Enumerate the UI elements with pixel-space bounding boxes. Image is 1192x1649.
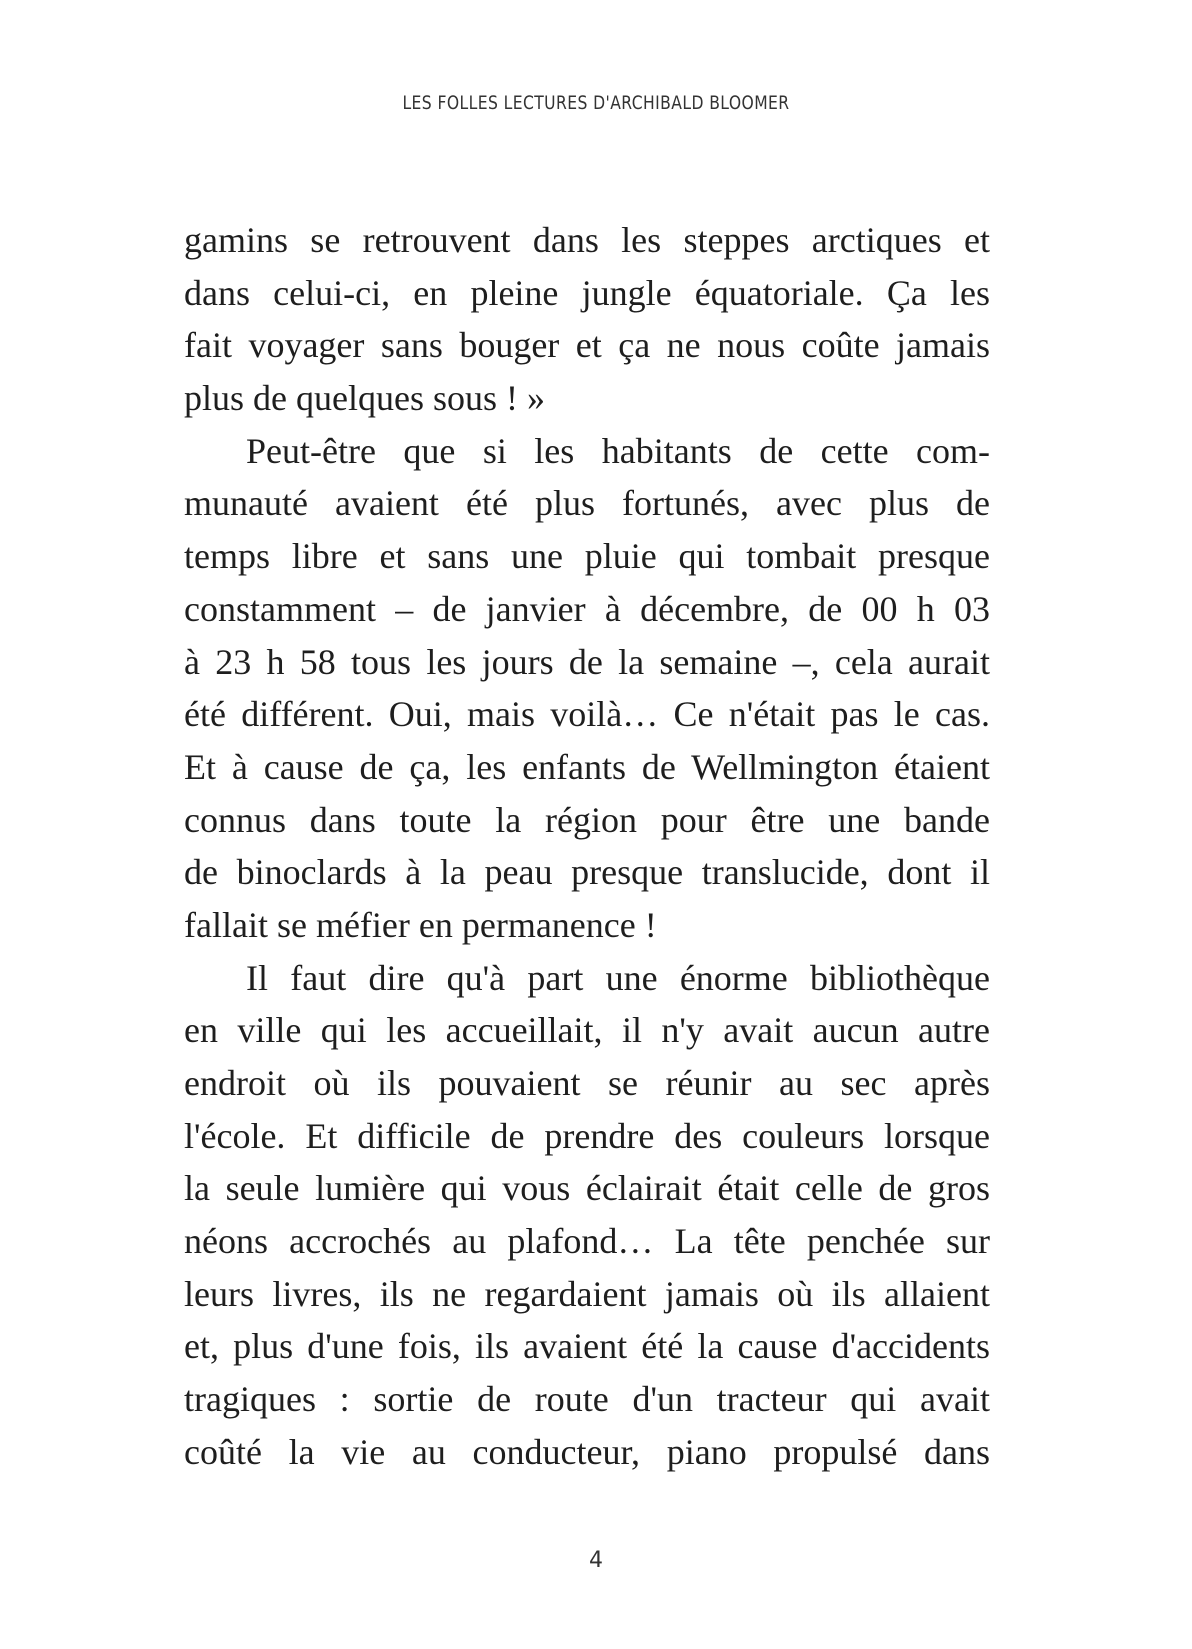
- text-line: connus dans toute la région pour être une bande: [184, 799, 990, 840]
- text-line: l'école. Et difficile de prendre des couleurs lorsque: [184, 1115, 990, 1156]
- text-line: plus de quelques sous ! »: [184, 378, 545, 419]
- text-line: Peut-être que si les habitants de cette com-: [246, 430, 990, 471]
- text-line: dans celui-ci, en pleine jungle équatoriale. Ça les: [184, 272, 990, 313]
- text-line: coûté la vie au conducteur, piano propulsé dans: [184, 1431, 990, 1472]
- text-line: gamins se retrouvent dans les steppes arctiques et: [184, 220, 990, 260]
- text-line: néons accrochés au plafond… La tête penchée sur: [184, 1221, 990, 1262]
- text-line: été différent. Oui, mais voilà… Ce n'était pas le cas.: [184, 694, 990, 735]
- text-line: leurs livres, ils ne regardaient jamais où ils allaient: [184, 1273, 990, 1314]
- text-line: constamment – de janvier à décembre, de 00 h 03: [184, 588, 990, 629]
- text-line: munauté avaient été plus fortunés, avec plus de: [184, 483, 990, 524]
- text-line: et, plus d'une fois, ils avaient été la cause d'accidents: [184, 1326, 990, 1367]
- text-line: Et à cause de ça, les enfants de Wellmington étaient: [184, 746, 990, 787]
- running-header: LES FOLLES LECTURES D'ARCHIBALD BLOOMER: [402, 92, 790, 114]
- text-line: de binoclards à la peau presque translucide, dont il: [184, 852, 990, 893]
- text-line: endroit où ils pouvaient se réunir au sec après: [184, 1063, 990, 1103]
- text-line: en ville qui les accueillait, il n'y avait aucun autre: [184, 1010, 990, 1051]
- text-line: la seule lumière qui vous éclairait était celle de gros: [184, 1168, 990, 1209]
- text-line: à 23 h 58 tous les jours de la semaine –, cela aurait: [184, 641, 990, 682]
- page-number: 4: [589, 1548, 603, 1573]
- text-line: fait voyager sans bouger et ça ne nous coûte jamais: [184, 325, 990, 366]
- text-line: temps libre et sans une pluie qui tombait presque: [184, 536, 990, 577]
- text-line: fallait se méfier en permanence !: [184, 904, 657, 945]
- text-line: Il faut dire qu'à part une énorme bibliothèque: [246, 957, 990, 998]
- text-line: tragiques : sortie de route d'un tracteur qui avait: [184, 1379, 990, 1420]
- body-text: [184, 214, 990, 1479]
